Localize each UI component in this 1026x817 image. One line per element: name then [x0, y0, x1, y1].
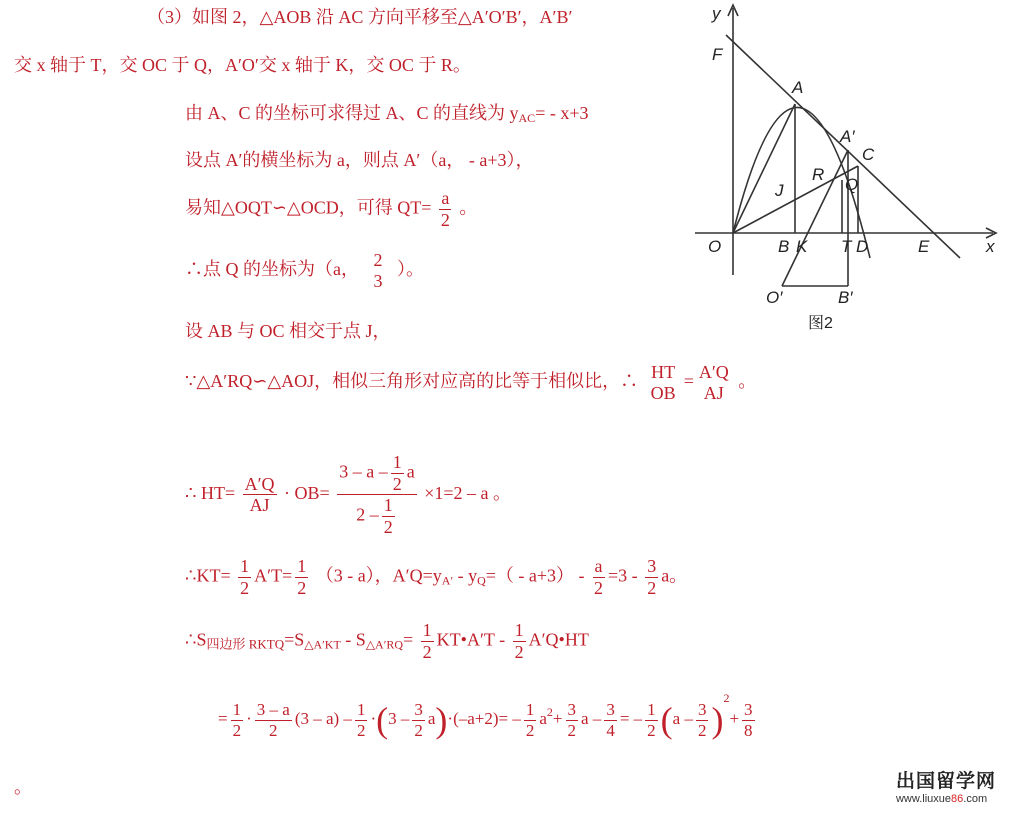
- paren-open: (: [376, 700, 389, 741]
- fraction: [645, 556, 658, 598]
- frac-num: 3: [744, 700, 753, 720]
- label-o: O: [708, 237, 722, 256]
- fraction: [439, 188, 452, 230]
- frac-num: 1: [383, 495, 393, 516]
- frac-den: 3: [373, 270, 383, 291]
- term: ·(–a+2)= –: [447, 709, 521, 728]
- line-5: [185, 188, 477, 230]
- frac-num: 1: [525, 700, 535, 720]
- line-9-tail: ×1=2 – a 。: [424, 483, 511, 503]
- frac-den: 8: [744, 720, 753, 740]
- fraction: [391, 452, 404, 494]
- frac-den: 2: [647, 720, 656, 740]
- figure-caption: 图2: [808, 315, 833, 332]
- term: a: [427, 709, 436, 728]
- fraction: [524, 700, 537, 740]
- line-3-tail: = - x+3: [535, 103, 589, 123]
- fraction: [295, 556, 308, 598]
- label-d: D: [856, 237, 869, 256]
- fraction: [513, 620, 526, 662]
- line-6-tail: ）。: [397, 258, 424, 279]
- frac-den: 2: [567, 720, 577, 740]
- watermark-url: [896, 793, 996, 805]
- fraction: [372, 250, 385, 291]
- frac-den: 2: [232, 720, 242, 740]
- exponent: 2: [546, 705, 553, 719]
- line-10-mid3: - y: [453, 565, 478, 586]
- frac-den: [354, 495, 400, 537]
- line-9-text: ∴ HT=: [185, 483, 236, 503]
- exponent: 2: [723, 691, 730, 705]
- term: 3 –: [388, 709, 410, 728]
- fraction: [355, 700, 368, 740]
- frac-num: a: [594, 556, 603, 576]
- line-6: [185, 250, 424, 291]
- paren-close: ): [711, 700, 724, 741]
- term: a –: [581, 709, 602, 728]
- label-o-prime: O′: [766, 288, 783, 307]
- frac-den: 2: [525, 720, 535, 740]
- plus: +: [729, 709, 740, 728]
- line-10-text: ∴KT=: [185, 565, 231, 586]
- label-y: y: [712, 4, 721, 23]
- frac-num: 1: [232, 700, 242, 720]
- watermark-brand: 出国留学网: [895, 770, 996, 792]
- frac-den: 2: [383, 517, 393, 538]
- fraction: [243, 474, 277, 516]
- plus: +: [552, 709, 563, 728]
- dot: ·: [370, 709, 377, 728]
- line-6-text: ∴点 Q 的坐标为（a，: [185, 258, 359, 279]
- line-3-text: 由 A、C 的坐标可求得过 A、C 的直线为 y: [185, 103, 519, 123]
- frac-den: 2: [697, 720, 707, 740]
- fraction: [742, 700, 755, 740]
- line-5-text: 易知△OQT∽△OCD，可得 QT=: [185, 197, 432, 218]
- fraction: [649, 362, 678, 403]
- equals: =: [683, 370, 694, 391]
- frac-den: OB: [650, 382, 676, 403]
- line-2: 交 x 轴于 T，交 OC 于 Q，A′O′交 x 轴于 K，交 OC 于 R。: [14, 55, 471, 75]
- fraction: [696, 700, 709, 740]
- line-10-mid4: =（ - a+3） -: [485, 565, 585, 586]
- frac-num: 1: [422, 620, 432, 640]
- frac-den: AJ: [703, 382, 724, 403]
- url-highlight: 86: [951, 793, 964, 805]
- line-8-text: ∵△A′RQ∽△AOJ，相似三角形对应高的比等于相似比，∴: [185, 370, 639, 391]
- frac-den: AJ: [249, 495, 270, 516]
- label-t: T: [841, 237, 852, 256]
- frac-num: 3: [567, 700, 577, 720]
- line-3: [185, 104, 588, 124]
- line-11-mid: =S: [284, 629, 305, 650]
- label-b: B: [778, 237, 790, 256]
- line-11-tail: A′Q•HT: [528, 629, 589, 650]
- line-11-mid2: - S: [340, 629, 366, 650]
- term: (3 – a) –: [294, 709, 352, 728]
- line-11: [185, 620, 589, 662]
- label-j: J: [775, 181, 784, 200]
- paren-open: (: [660, 700, 673, 741]
- segment-oa: [733, 104, 795, 233]
- label-a: A: [792, 78, 804, 97]
- equals: =: [218, 709, 228, 728]
- fraction: [412, 700, 425, 740]
- frac-den: 2: [440, 209, 450, 230]
- term: a –: [672, 709, 693, 728]
- subscript: △A′KT: [304, 637, 341, 652]
- den-part: 2 –: [356, 504, 379, 525]
- line-10-mid: A′T=: [254, 565, 293, 586]
- label-x: x: [986, 237, 995, 256]
- label-k: K: [796, 237, 808, 256]
- line-9: [185, 452, 511, 538]
- frac-den: 2: [356, 720, 366, 740]
- label-e: E: [918, 237, 930, 256]
- num-part: 3 – a –: [339, 461, 388, 482]
- frac-num: 1: [240, 556, 250, 576]
- label-f: F: [712, 45, 723, 64]
- frac-num: 2: [373, 250, 383, 270]
- line-12: [218, 692, 758, 740]
- line-13: 。: [14, 777, 32, 797]
- label-b-prime: B′: [838, 288, 853, 307]
- subscript: Q: [477, 573, 486, 588]
- line-3-sub: AC: [518, 111, 536, 125]
- compound-fraction: [337, 452, 417, 538]
- line-8-tail: 。: [738, 370, 757, 391]
- watermark: [896, 766, 996, 805]
- frac-num: 1: [514, 620, 524, 640]
- frac-num: 1: [297, 556, 307, 576]
- frac-num: HT: [651, 362, 676, 382]
- frac-num: 1: [356, 700, 366, 720]
- line-10-tail: a。: [661, 565, 688, 586]
- subscript: A′: [441, 573, 454, 588]
- frac-num: 3 – a: [256, 700, 290, 720]
- frac-den: 2: [240, 577, 250, 598]
- url-part: .com: [963, 793, 988, 805]
- frac-num: 1: [647, 700, 656, 720]
- frac-den: 2: [297, 577, 307, 598]
- frac-num: 1: [392, 452, 402, 472]
- fraction: [697, 362, 731, 403]
- line-11-text: ∴S: [185, 629, 207, 650]
- frac-num: 3: [606, 700, 615, 720]
- frac-den: 2: [269, 720, 278, 740]
- label-r: R: [812, 165, 825, 184]
- frac-den: 4: [606, 720, 615, 740]
- label-a-prime: A′: [840, 127, 855, 146]
- label-q: Q: [845, 175, 859, 194]
- line-9-mid: · OB=: [284, 483, 330, 503]
- frac-den: 2: [647, 577, 657, 598]
- line-7: 设 AB 与 OC 相交于点 J，: [185, 321, 391, 341]
- line-8: [185, 362, 756, 403]
- frac-den: 2: [422, 641, 432, 662]
- line-11-mid3: =: [403, 629, 414, 650]
- term: a: [539, 709, 547, 728]
- line-4: 设点 A′的横坐标为 a，则点 A′（a， - a+3），: [185, 150, 534, 170]
- paren-close: ): [435, 700, 448, 741]
- frac-den: 2: [392, 473, 402, 494]
- line-10: [185, 556, 687, 598]
- line-10-mid5: =3 -: [608, 565, 638, 586]
- fraction: [592, 556, 605, 598]
- line-5-tail: 。: [459, 197, 478, 218]
- frac-num: [337, 452, 417, 495]
- frac-den: 2: [414, 720, 423, 740]
- fraction: [421, 620, 434, 662]
- dot: ·: [246, 709, 252, 728]
- fraction: [238, 556, 251, 598]
- line-1: （3）如图 2，△AOB 沿 AC 方向平移至△A′O′B′，A′B′: [147, 7, 573, 27]
- frac-num: 3: [647, 556, 657, 576]
- frac-num: 3: [697, 700, 707, 720]
- frac-num: A′Q: [698, 362, 729, 382]
- label-c: C: [862, 145, 875, 164]
- line-11-mid4: KT•A′T -: [436, 629, 506, 650]
- frac-num: A′Q: [244, 473, 275, 494]
- frac-num: 3: [414, 700, 423, 720]
- frac-num: a: [441, 188, 450, 208]
- frac-den: 2: [514, 641, 524, 662]
- fraction: [566, 700, 579, 740]
- fraction: [604, 700, 617, 740]
- figure-2: [690, 0, 1010, 340]
- line-10-mid2: （3 - a），A′Q=y: [315, 565, 442, 586]
- fraction: [231, 700, 244, 740]
- frac-den: 2: [594, 577, 604, 598]
- term: = –: [619, 709, 643, 728]
- subscript: 四边形 RKTQ: [206, 636, 285, 652]
- fraction: [255, 700, 292, 740]
- fraction: [645, 700, 658, 740]
- fraction: [382, 495, 395, 537]
- subscript: △A′RQ: [365, 637, 404, 652]
- url-part: www.liuxue: [895, 793, 952, 805]
- num-part: a: [406, 461, 415, 482]
